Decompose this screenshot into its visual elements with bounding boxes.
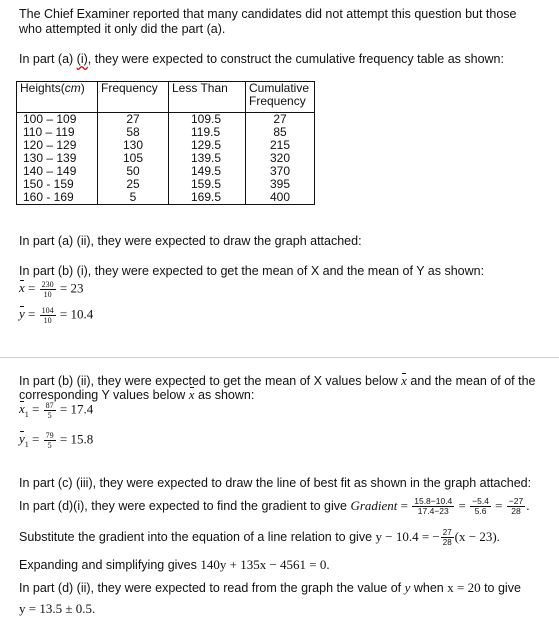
mean-y-equation: y = $\frac{104}{10}$ = 10.4 [19, 306, 94, 325]
part-a-ii-text: In part (a) (ii), they were expected to draw the graph attached: [19, 234, 362, 248]
cumulative-frequency-table [16, 81, 315, 205]
table-row: 110 – 119 58 119.5 85 [17, 126, 315, 139]
intro-line-1: The Chief Examiner reported that many candidates did not attempt this question but those [19, 7, 517, 21]
part-d-ii-answer: y = 13.5 ± 0.5. [19, 601, 96, 616]
header-cumulative-frequency: Cumulative Frequency [246, 82, 315, 113]
header-heights: Heights(cm) [17, 82, 98, 113]
intro-line-2: who attempted it only did the part (a). [19, 22, 226, 36]
mean-x1-equation: $x_1$ = $\frac{87}{5}$ = 17.4 [19, 401, 94, 420]
part-b-ii-line-1: In part (b) (ii), they were expected to get the mean of X values below x and the mean of of the [19, 373, 536, 388]
roman-i: (i) [76, 52, 88, 66]
expanding-line: Expanding and simplifying gives 140y + 135x − 4561 = 0. [19, 557, 330, 572]
header-less-than: Less Than [169, 82, 246, 113]
table-row: 140 – 149 50 149.5 370 [17, 165, 315, 178]
part-d-i-line: In part (d)(i), they were expected to find the gradient to give Gradient = $\frac{15.8-10.4}{17.4-23}$ = $\frac{-5.4}{5.6}$ = $\frac{-27}{28}$ . [19, 496, 530, 516]
part-b-i-text: In part (b) (i), they were expected to get the mean of X and the mean of Y as shown: [19, 264, 485, 278]
mean-y1-equation: $y_1$ = $\frac{79}{5}$ = 15.8 [19, 431, 94, 450]
table-row: 100 – 109 27 109.5 27 [17, 113, 315, 127]
part-d-ii-line-1: In part (d) (ii), they were expected to read from the graph the value of y when x = 20 to give [19, 580, 521, 595]
table-header-row [17, 82, 315, 113]
table-row: 120 – 129 130 129.5 215 [17, 139, 315, 152]
header-frequency: Frequency [98, 82, 169, 113]
table-row: 150 - 159 25 159.5 395 [17, 178, 315, 191]
table-row: 160 - 169 5 169.5 400 [17, 191, 315, 205]
part-a-i-text: In part (a) (i), they were expected to construct the cumulative frequency table as shown: [19, 52, 504, 66]
part-b-ii-line-2: corresponding Y values below x as shown: [19, 387, 255, 402]
part-c-iii-text: In part (c) (iii), they were expected to draw the line of best fit as shown in the graph attached: [19, 476, 532, 490]
mean-x-equation: x = $\frac{230}{10}$ = 23 [19, 280, 84, 299]
table-row: 130 – 139 105 139.5 320 [17, 152, 315, 165]
substitute-line: Substitute the gradient into the equation of a line relation to give y − 10.4 = − $\frac{27}{28}$ (x − 23). [19, 528, 500, 547]
section-divider [0, 357, 559, 358]
